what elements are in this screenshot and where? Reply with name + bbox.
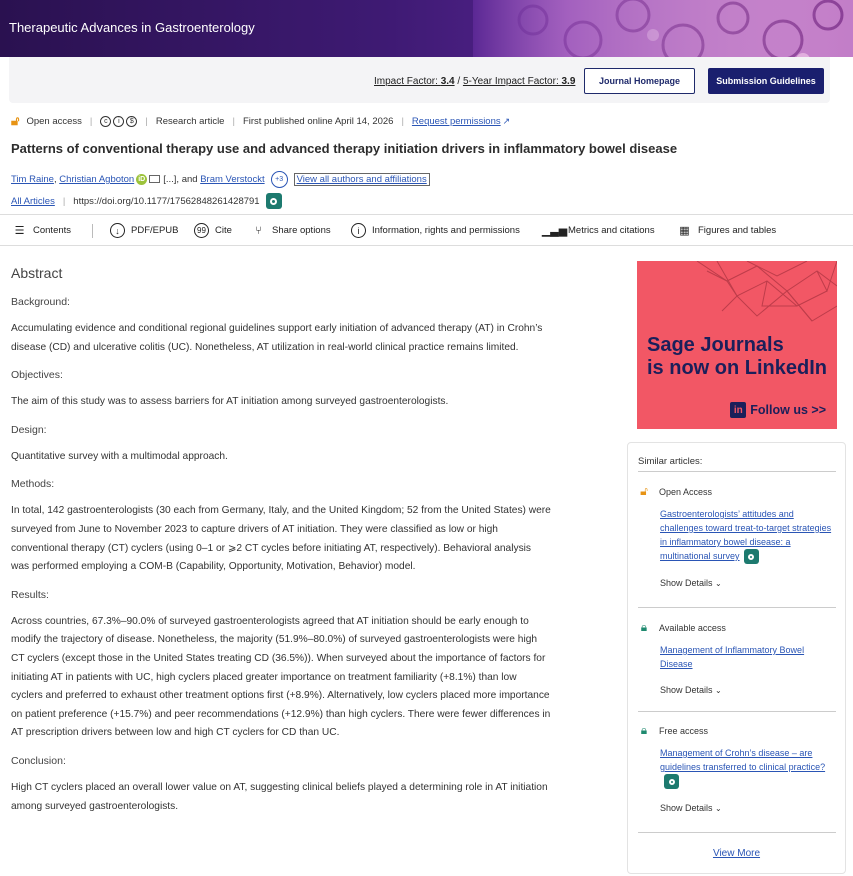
info-label: Information, rights and permissions bbox=[372, 225, 520, 236]
divider bbox=[638, 711, 836, 712]
access-status bbox=[638, 484, 836, 499]
results-text: Across countries, 67.3%–90.0% of surveyed gastroenterologists agreed that AT initiation should be early enough to modify the trajectory of disease. Nonetheless, the majority (51.9%–80.0%) of surveyed gastroenterologists were high CT cyclers (except those in the United States treating CD (36.5%)). When surveyed about the importance of factors for initiating AT in patients with UC, high cyclers placed greater importance on treatment familiarity (+8.1%) than low cyclers and preferred to exhaust other treatment options first (+8.9%). Alternatively, low cyclers placed more importance on patient preference (+15.7%) and peer recommendations (+12.9%) than high cyclers. There were fewer differences in AT prescription drivers between low and high CT cyclers for CD than UC. bbox=[11, 615, 551, 739]
divider: | bbox=[62, 195, 66, 207]
impact-factor[interactable] bbox=[374, 76, 575, 87]
journal-title[interactable]: Therapeutic Advances in Gastroenterology bbox=[9, 20, 255, 35]
divider: | bbox=[232, 115, 235, 127]
divider bbox=[638, 471, 836, 472]
conclusion-label: Conclusion: bbox=[11, 754, 66, 767]
article-type: Research article bbox=[155, 115, 225, 127]
similar-article-item bbox=[638, 723, 836, 813]
information-button[interactable] bbox=[351, 223, 520, 238]
ad-line-2: is now on LinkedIn bbox=[647, 357, 827, 379]
chevron-down-icon: ⌄ bbox=[715, 579, 722, 589]
results-label: Results: bbox=[11, 588, 49, 601]
similar-article-link[interactable] bbox=[660, 746, 836, 789]
show-details-label: Show Details bbox=[660, 578, 713, 589]
altmetric-badge-icon[interactable] bbox=[744, 549, 759, 564]
abstract-section bbox=[11, 265, 551, 828]
pdf-label: PDF/EPUB bbox=[131, 225, 179, 236]
cite-label: Cite bbox=[215, 225, 232, 236]
similar-article-link[interactable] bbox=[660, 643, 836, 671]
view-all-authors-link[interactable]: View all authors and affiliations bbox=[294, 173, 430, 186]
similar-articles-panel bbox=[627, 442, 846, 874]
doi-row bbox=[11, 193, 282, 209]
chevron-down-icon: ⌄ bbox=[715, 686, 722, 695]
open-access-label: Open access bbox=[26, 115, 82, 127]
background-text: Accumulating evidence and conditional regional guidelines support early initiation of advanced therapy (AT) in Crohn’s disease (CD) and ulcerative colitis (UC). Nonetheless, AT utilization in real-world clinical practice remains limited. bbox=[11, 323, 543, 353]
show-details-toggle[interactable] bbox=[660, 803, 836, 813]
design-text: Quantitative survey with a multimodal approach. bbox=[11, 450, 228, 462]
objectives-text: The aim of this study was to assess barriers for AT initiation among surveyed gastroenterologists. bbox=[11, 396, 449, 408]
cc-icon: c bbox=[100, 116, 111, 127]
altmetric-badge-icon[interactable] bbox=[664, 774, 679, 789]
follow-us-link[interactable] bbox=[730, 402, 826, 418]
methods-label: Methods: bbox=[11, 478, 55, 491]
figures-tables-button[interactable] bbox=[677, 223, 776, 238]
similar-article-item bbox=[638, 484, 836, 588]
access-label: Available access bbox=[659, 622, 726, 633]
chevron-down-icon: ⌄ bbox=[715, 804, 722, 814]
author-list: Tim Raine , Christian Agboton iD [...], and Bram Verstockt +3 View all authors and affiliations bbox=[11, 171, 430, 188]
similar-article-title: Management of Crohn’s disease – are guidelines transferred to clinical practice? bbox=[660, 748, 826, 772]
access-label: Free access bbox=[659, 725, 709, 736]
lock-icon: 🔒︎ bbox=[640, 620, 648, 634]
article-toolbar bbox=[0, 214, 853, 246]
bar-chart-icon: ▁▃▅ bbox=[541, 225, 568, 237]
divider: | bbox=[401, 115, 404, 127]
show-details-label: Show Details bbox=[660, 685, 713, 695]
open-access-icon: 🔓︎ bbox=[640, 484, 648, 498]
histology-banner-image bbox=[473, 0, 853, 57]
creative-commons-icons[interactable] bbox=[100, 116, 137, 127]
divider bbox=[638, 832, 836, 833]
linkedin-icon: in bbox=[730, 402, 746, 418]
divider bbox=[638, 607, 836, 608]
abstract-heading: Abstract bbox=[11, 265, 63, 281]
info-icon: i bbox=[351, 223, 366, 238]
request-permissions-link[interactable]: Request permissions bbox=[411, 115, 501, 127]
author-ellipsis: [...], and bbox=[163, 174, 198, 185]
network-pattern bbox=[637, 261, 837, 331]
doi-badge-icon[interactable] bbox=[266, 193, 282, 209]
author-link[interactable]: Christian Agboton bbox=[59, 174, 135, 185]
contents-button[interactable] bbox=[12, 223, 71, 238]
show-details-label: Show Details bbox=[660, 803, 713, 814]
journal-homepage-button[interactable]: Journal Homepage bbox=[584, 68, 695, 94]
similar-articles-heading: Similar articles: bbox=[638, 456, 703, 467]
external-link-icon: ↗ bbox=[502, 115, 511, 126]
five-year-impact-label: 5-Year Impact Factor: bbox=[462, 76, 562, 87]
similar-article-link[interactable] bbox=[660, 507, 836, 564]
metrics-button[interactable] bbox=[541, 223, 655, 238]
mail-icon[interactable] bbox=[149, 175, 160, 183]
impact-factor-label: Impact Factor: bbox=[374, 76, 441, 87]
view-more-link[interactable]: View More bbox=[712, 848, 761, 859]
show-details-toggle[interactable] bbox=[660, 578, 836, 588]
methods-text: In total, 142 gastroenterologists (30 each from Germany, Italy, and the United Kingdom; 52 from the United States) were surveyed from June to November 2023 to capture drivers of AT initiation. They were classified as low or high conventional therapy (CT) cyclers (using 0–1 or ⩾2 CT cycles before initiating AT, respectively). Behavioral analysis was performed employing a COM-B (Capability, Opportunity, Motivation, Behavior) model. bbox=[11, 505, 551, 573]
divider: | bbox=[89, 115, 93, 127]
download-icon: ↓ bbox=[110, 223, 125, 238]
quote-icon: 99 bbox=[194, 223, 209, 238]
more-authors-badge[interactable]: +3 bbox=[271, 171, 288, 188]
impact-factor-value: 3.4 bbox=[440, 76, 455, 87]
background-label: Background: bbox=[11, 296, 70, 308]
access-status bbox=[638, 723, 836, 738]
conclusion-text: High CT cyclers placed an overall lower value on AT, suggesting clinical beliefs played a determining role in AT initiation among surveyed gastroenterologists. bbox=[11, 781, 548, 812]
journal-info-bar bbox=[9, 57, 830, 103]
orcid-icon[interactable]: iD bbox=[138, 176, 146, 183]
figures-label: Figures and tables bbox=[698, 225, 777, 236]
objectives-label: Objectives: bbox=[11, 369, 63, 382]
similar-article-title: Management of Inflammatory Bowel Disease bbox=[660, 645, 805, 669]
divider bbox=[92, 224, 93, 238]
ad-line-1: Sage Journals bbox=[647, 334, 784, 356]
divider: | bbox=[145, 115, 148, 127]
design-label: Design: bbox=[11, 423, 47, 436]
ad-headline bbox=[647, 334, 827, 380]
table-icon: ▦ bbox=[679, 225, 690, 237]
cite-button[interactable] bbox=[194, 223, 232, 238]
share-options-button[interactable] bbox=[251, 223, 331, 238]
article-meta bbox=[11, 114, 510, 128]
impact-separator: / bbox=[454, 76, 463, 87]
menu-icon: ☰ bbox=[14, 225, 25, 237]
metrics-label: Metrics and citations bbox=[568, 225, 655, 236]
similar-article-title: Gastroenterologists’ attitudes and challenges toward treat-to-target strategies in inflammatory bowel disease: a multinational survey bbox=[660, 509, 832, 561]
publish-date: First published online April 14, 2026 bbox=[242, 115, 394, 127]
contents-label: Contents bbox=[33, 225, 72, 236]
share-label: Share options bbox=[272, 225, 331, 236]
share-icon: ⑂ bbox=[255, 224, 262, 237]
by-icon: i bbox=[113, 116, 124, 127]
open-access-icon: 🔓︎ bbox=[11, 113, 20, 128]
follow-label: Follow us >> bbox=[750, 403, 826, 417]
author-link[interactable]: Tim Raine bbox=[11, 174, 54, 185]
linkedin-advertisement[interactable] bbox=[637, 261, 837, 429]
access-label: Open Access bbox=[659, 486, 713, 497]
article-title: Patterns of conventional therapy use and advanced therapy initiation drivers in inflammatory bowel disease bbox=[11, 141, 678, 156]
doi-text[interactable]: https://doi.org/10.1177/17562848261428791 bbox=[73, 195, 260, 207]
author-link[interactable]: Bram Verstockt bbox=[200, 174, 265, 185]
similar-article-item bbox=[638, 620, 836, 695]
pdf-epub-button[interactable] bbox=[110, 223, 179, 238]
nc-icon: $ bbox=[126, 116, 137, 127]
journal-banner bbox=[0, 0, 853, 57]
all-articles-link[interactable]: All Articles bbox=[11, 195, 55, 207]
show-details-toggle[interactable] bbox=[660, 685, 836, 695]
access-status bbox=[638, 620, 836, 635]
lock-icon: 🔒︎ bbox=[640, 723, 648, 737]
five-year-impact-value: 3.9 bbox=[561, 76, 576, 87]
submission-guidelines-button[interactable]: Submission Guidelines bbox=[708, 68, 824, 94]
